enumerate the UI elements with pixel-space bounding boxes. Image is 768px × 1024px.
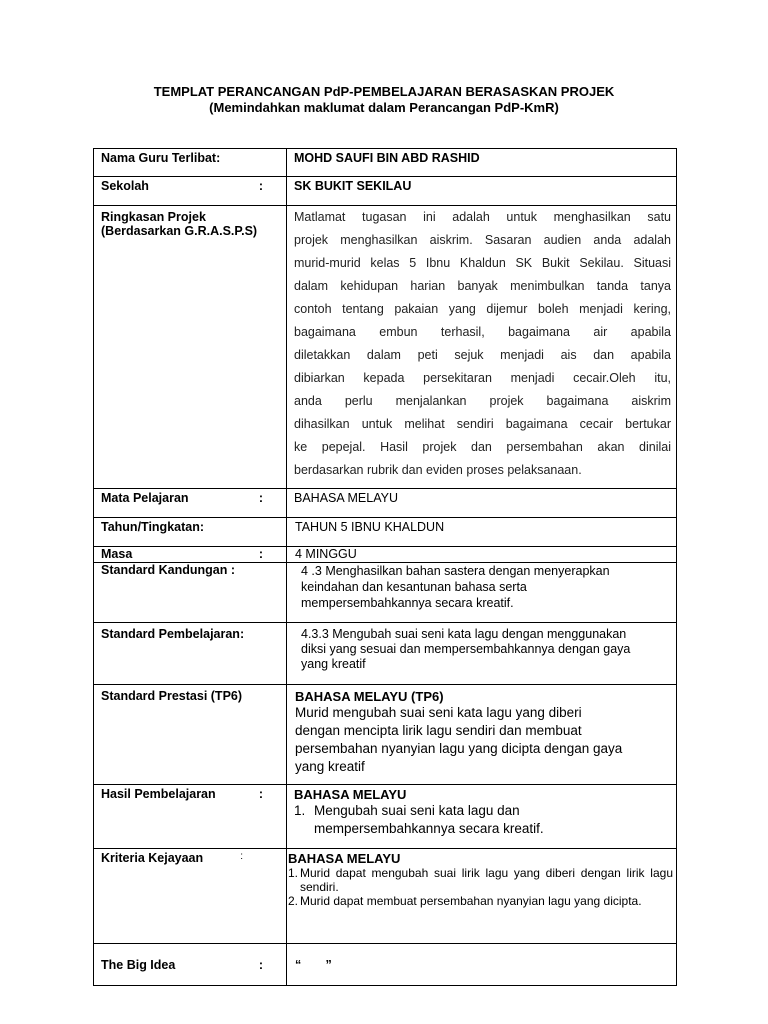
kriteria-list [288,866,673,908]
label-ringkasan: Ringkasan Projek (Berdasarkan G.R.A.S.P.S) [94,206,287,489]
document-title-block [0,84,768,116]
prestasi-line: Murid mengubah suai seni kata lagu yang diberi [295,705,582,720]
label-hasil-pembelajaran: Hasil Pembelajaran [101,787,216,801]
row-sekolah [94,177,677,206]
row-guru [94,149,677,177]
prestasi-line: yang kreatif [295,759,365,774]
colon-masa: : [258,547,263,561]
colon-kriteria-kejayaan: : [240,851,243,862]
value-standard-kandungan [287,563,677,623]
kriteria-item-num: 2. [288,894,299,908]
kriteria-item-num: 1. [288,866,299,880]
row-masa [94,547,677,563]
value-standard-prestasi [287,685,677,785]
value-guru: MOHD SAUFI BIN ABD RASHID [287,149,677,177]
hasil-item [294,802,671,838]
value-tahun: TAHUN 5 IBNU KHALDUN [287,518,677,547]
row-hasil-pembelajaran [94,785,677,849]
kandungan-line: mempersembahkannya secara kreatif. [301,596,514,610]
label-big-idea: The Big Idea [101,957,176,972]
ringkasan-line: murid-murid kelas 5 Ibnu Khaldun SK Bukit Sekilau. Situasi [294,256,671,270]
row-mata-pelajaran [94,489,677,518]
kriteria-item [288,866,673,894]
ringkasan-line: berdasarkan rubrik dan eviden proses pelaksanaan. [294,463,582,477]
document-subtitle: (Memindahkan maklumat dalam Perancangan PdP-KmR) [209,100,559,115]
label-kriteria-kejayaan: Kriteria Kejayaan [101,851,204,865]
label-mata-pelajaran: Mata Pelajaran [101,491,189,505]
hasil-item-line: Mengubah suai seni kata lagu dan [314,803,520,818]
colon-big-idea: : [258,957,263,972]
pembelajaran-line: yang kreatif [301,657,366,671]
label-guru: Nama Guru Terlibat: [94,149,287,177]
kriteria-item-text: Murid dapat mengubah suai lirik lagu yang diberi dengan lirik lagu sendiri. [300,866,673,894]
prestasi-heading: BAHASA MELAYU (TP6) [295,689,444,704]
ringkasan-line: diletakkan dalam peti sejuk menjadi ais dan apabila [294,348,671,362]
ringkasan-line: projek menghasilkan aiskrim. Sasaran audien anda adalah [294,233,671,247]
ringkasan-line: contoh tentang pakaian yang dijemur boleh menjadi kering, [294,302,671,316]
prestasi-line: persembahan nyanyian lagu yang dicipta dengan gaya [295,741,623,756]
value-masa: 4 MINGGU [287,547,677,563]
kriteria-heading: BAHASA MELAYU [288,851,401,866]
ringkasan-line: bagaimana embun terhasil, bagaimana air apabila [294,325,671,339]
label-tahun: Tahun/Tingkatan: [94,518,287,547]
value-ringkasan [287,206,677,489]
row-ringkasan [94,206,677,489]
hasil-heading: BAHASA MELAYU [294,787,407,802]
hasil-item-line: mempersembahkannya secara kreatif. [314,821,544,836]
ringkasan-line: dalam kehidupan harian banyak menimbulkan tanda tanya [294,279,671,293]
row-standard-pembelajaran [94,623,677,685]
kriteria-item-text: Murid dapat membuat persembahan nyanyian lagu yang dicipta. [300,894,642,908]
ringkasan-line: anda perlu menjalankan projek bagaimana aiskrim [294,394,671,408]
value-kriteria-kejayaan [287,849,677,944]
value-standard-pembelajaran [287,623,677,685]
row-standard-kandungan [94,563,677,623]
planning-table [93,148,677,986]
prestasi-line: dengan mencipta lirik lagu sendiri dan membuat [295,723,582,738]
hasil-item-num: 1. [294,803,306,818]
row-standard-prestasi [94,685,677,785]
value-sekolah: SK BUKIT SEKILAU [287,177,677,206]
kandungan-line: keindahan dan kesantunan bahasa serta [301,580,527,594]
document-title: TEMPLAT PERANCANGAN PdP-PEMBELAJARAN BERASASKAN PROJEK [153,84,615,99]
colon-sekolah: : [258,179,263,193]
colon-mata-pelajaran: : [258,491,263,505]
label-standard-pembelajaran: Standard Pembelajaran: [94,623,287,685]
row-tahun [94,518,677,547]
ringkasan-line: dihasilkan untuk melihat sendiri bagaimana cecair bertukar [294,417,671,431]
label-sekolah: Sekolah [101,179,149,193]
ringkasan-line: Matlamat tugasan ini adalah untuk menghasilkan satu [294,210,671,224]
value-big-idea: “ ” [287,944,677,986]
value-hasil-pembelajaran [287,785,677,849]
kriteria-item [288,894,673,908]
pembelajaran-line: diksi yang sesuai dan mempersembahkannya dengan gaya [301,642,631,656]
ringkasan-line: ke pepejal. Hasil projek dan persembahan akan dinilai [294,440,671,454]
value-mata-pelajaran: BAHASA MELAYU [287,489,677,518]
kandungan-line: 4 .3 Menghasilkan bahan sastera dengan menyerapkan [301,564,610,578]
row-big-idea [94,944,677,986]
colon-hasil-pembelajaran: : [258,787,263,801]
ringkasan-line: dibiarkan kepada persekitaran menjadi cecair.Oleh itu, [294,371,671,385]
pembelajaran-line: 4.3.3 Mengubah suai seni kata lagu dengan menggunakan [301,627,627,641]
label-masa: Masa [101,547,133,561]
row-kriteria-kejayaan [94,849,677,944]
label-standard-kandungan: Standard Kandungan : [94,563,287,623]
label-standard-prestasi: Standard Prestasi (TP6) [94,685,287,785]
